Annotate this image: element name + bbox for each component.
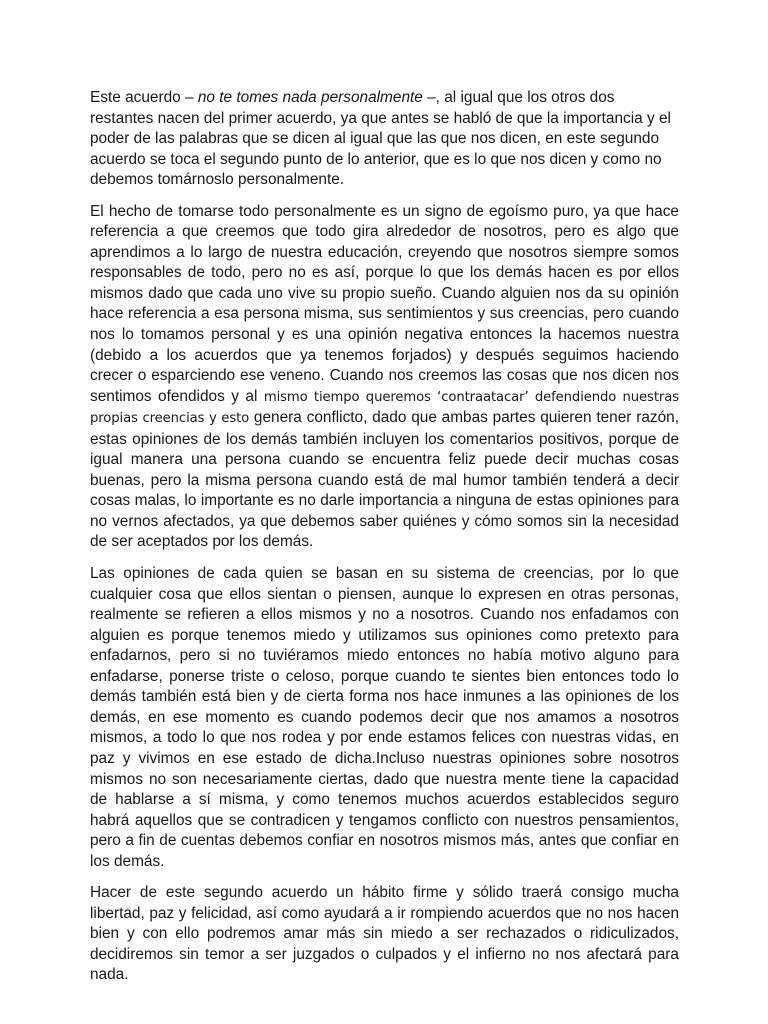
paragraph-2-part1: El hecho de tomarse todo personalmente es un signo de egoísmo puro, ya que hace referencia a que creemos que todo gira alrededor de nosotros, pero es algo que aprendimos a lo largo de nuestra educación, creyendo que nosotros siempre somos responsables de todo, pero no es así, porque lo que los demás hacen es por ellos mismos dado que cada uno vive su propio sueño. Cuando alguien nos da su opinión hace referencia a esa persona misma, sus sentimientos y sus creencias, pero cuando nos lo tomamos personal y es una opinión negativa entonces la hacemos nuestra (debido a los acuerdos que ya tenemos forjados) y después seguimos haciendo crecer o esparciendo ese veneno. Cuando nos creemos las cosas que nos dicen nos sentimos ofendidos y al: [90, 202, 679, 405]
document-page: [90, 88, 679, 997]
paragraph-1-emphasis: no te tomes nada personalmente: [197, 89, 423, 106]
paragraph-1-lead: Este acuerdo –: [90, 89, 198, 106]
paragraph-3: Las opiniones de cada quien se basan en su sistema de creencias, por lo que cualquier cosa que ellos sientan o piensen, aunque lo expresen en otras personas, realmente se refieren a ellos mismos y no a nosotros. Cuando nos enfadamos con alguien es porque tenemos miedo y utilizamos sus opiniones como pretexto para enfadarnos, pero si no tuviéramos miedo entonces no había motivo alguno para enfadarse, ponerse triste o celoso, porque cuando te sientes bien entonces todo lo demás también está bien y de cierta forma nos hace inmunes a las opiniones de los demás, en ese momento es cuando podemos decir que nos amamos a nosotros mismos, a todo lo que nos rodea y por ende estamos felices con nuestras vidas, en paz y vivimos en ese estado de dicha.Incluso nuestras opiniones sobre nosotros mismos no son necesariamente ciertas, dado que nuestra mente tiene la capacidad de hablarse a sí misma, y como tenemos muchos acuerdos establecidos seguro habrá aquellos que se contradicen y tengamos conflicto con nuestros pensamientos, pero a fin de cuentas debemos confiar en nosotros mismos más, antes que confiar en los demás.: [90, 565, 679, 870]
paragraph-2-part3: genera conflicto, dado que ambas partes quieren tener razón, estas opiniones de los demás también incluyen los comentarios positivos, porque de igual manera una persona cuando se encuentra feliz puede decir muchas cosas buenas, pero la misma persona cuando está de mal humor también tenderá a decir cosas malas, lo importante es no darle importancia a ninguna de estas opiniones para no vernos afectados, ya que debemos saber quiénes y cómo somos sin la necesidad de ser aceptados por los demás.: [90, 409, 679, 551]
paragraph-4: Hacer de este segundo acuerdo un hábito firme y sólido traerá consigo mucha libertad, paz y felicidad, así como ayudará a ir rompiendo acuerdos que no nos hacen bien y con ello podremos amar más sin miedo a ser rechazados o ridiculizados, decidiremos sin temor a ser juzgados o culpados y el infierno no nos afectará para nada.: [90, 884, 679, 984]
paragraph-1: [90, 88, 679, 191]
paragraph-2: [90, 202, 679, 553]
paragraph-2-alt-font-segment: mismo tiempo queremos ‘contraatacar’ defendiendo nuestras propias creencias y esto: [90, 389, 679, 427]
paragraph-1-rest: –, al igual que los otros dos restantes nacen del primer acuerdo, ya que antes se habló de que la importancia y el poder de las palabras que se dicen al igual que las que nos dicen, en este segundo acuerdo se toca el segundo punto de lo anterior, que es lo que nos dicen y como no debemos tomárnoslo personalmente.: [90, 89, 671, 189]
